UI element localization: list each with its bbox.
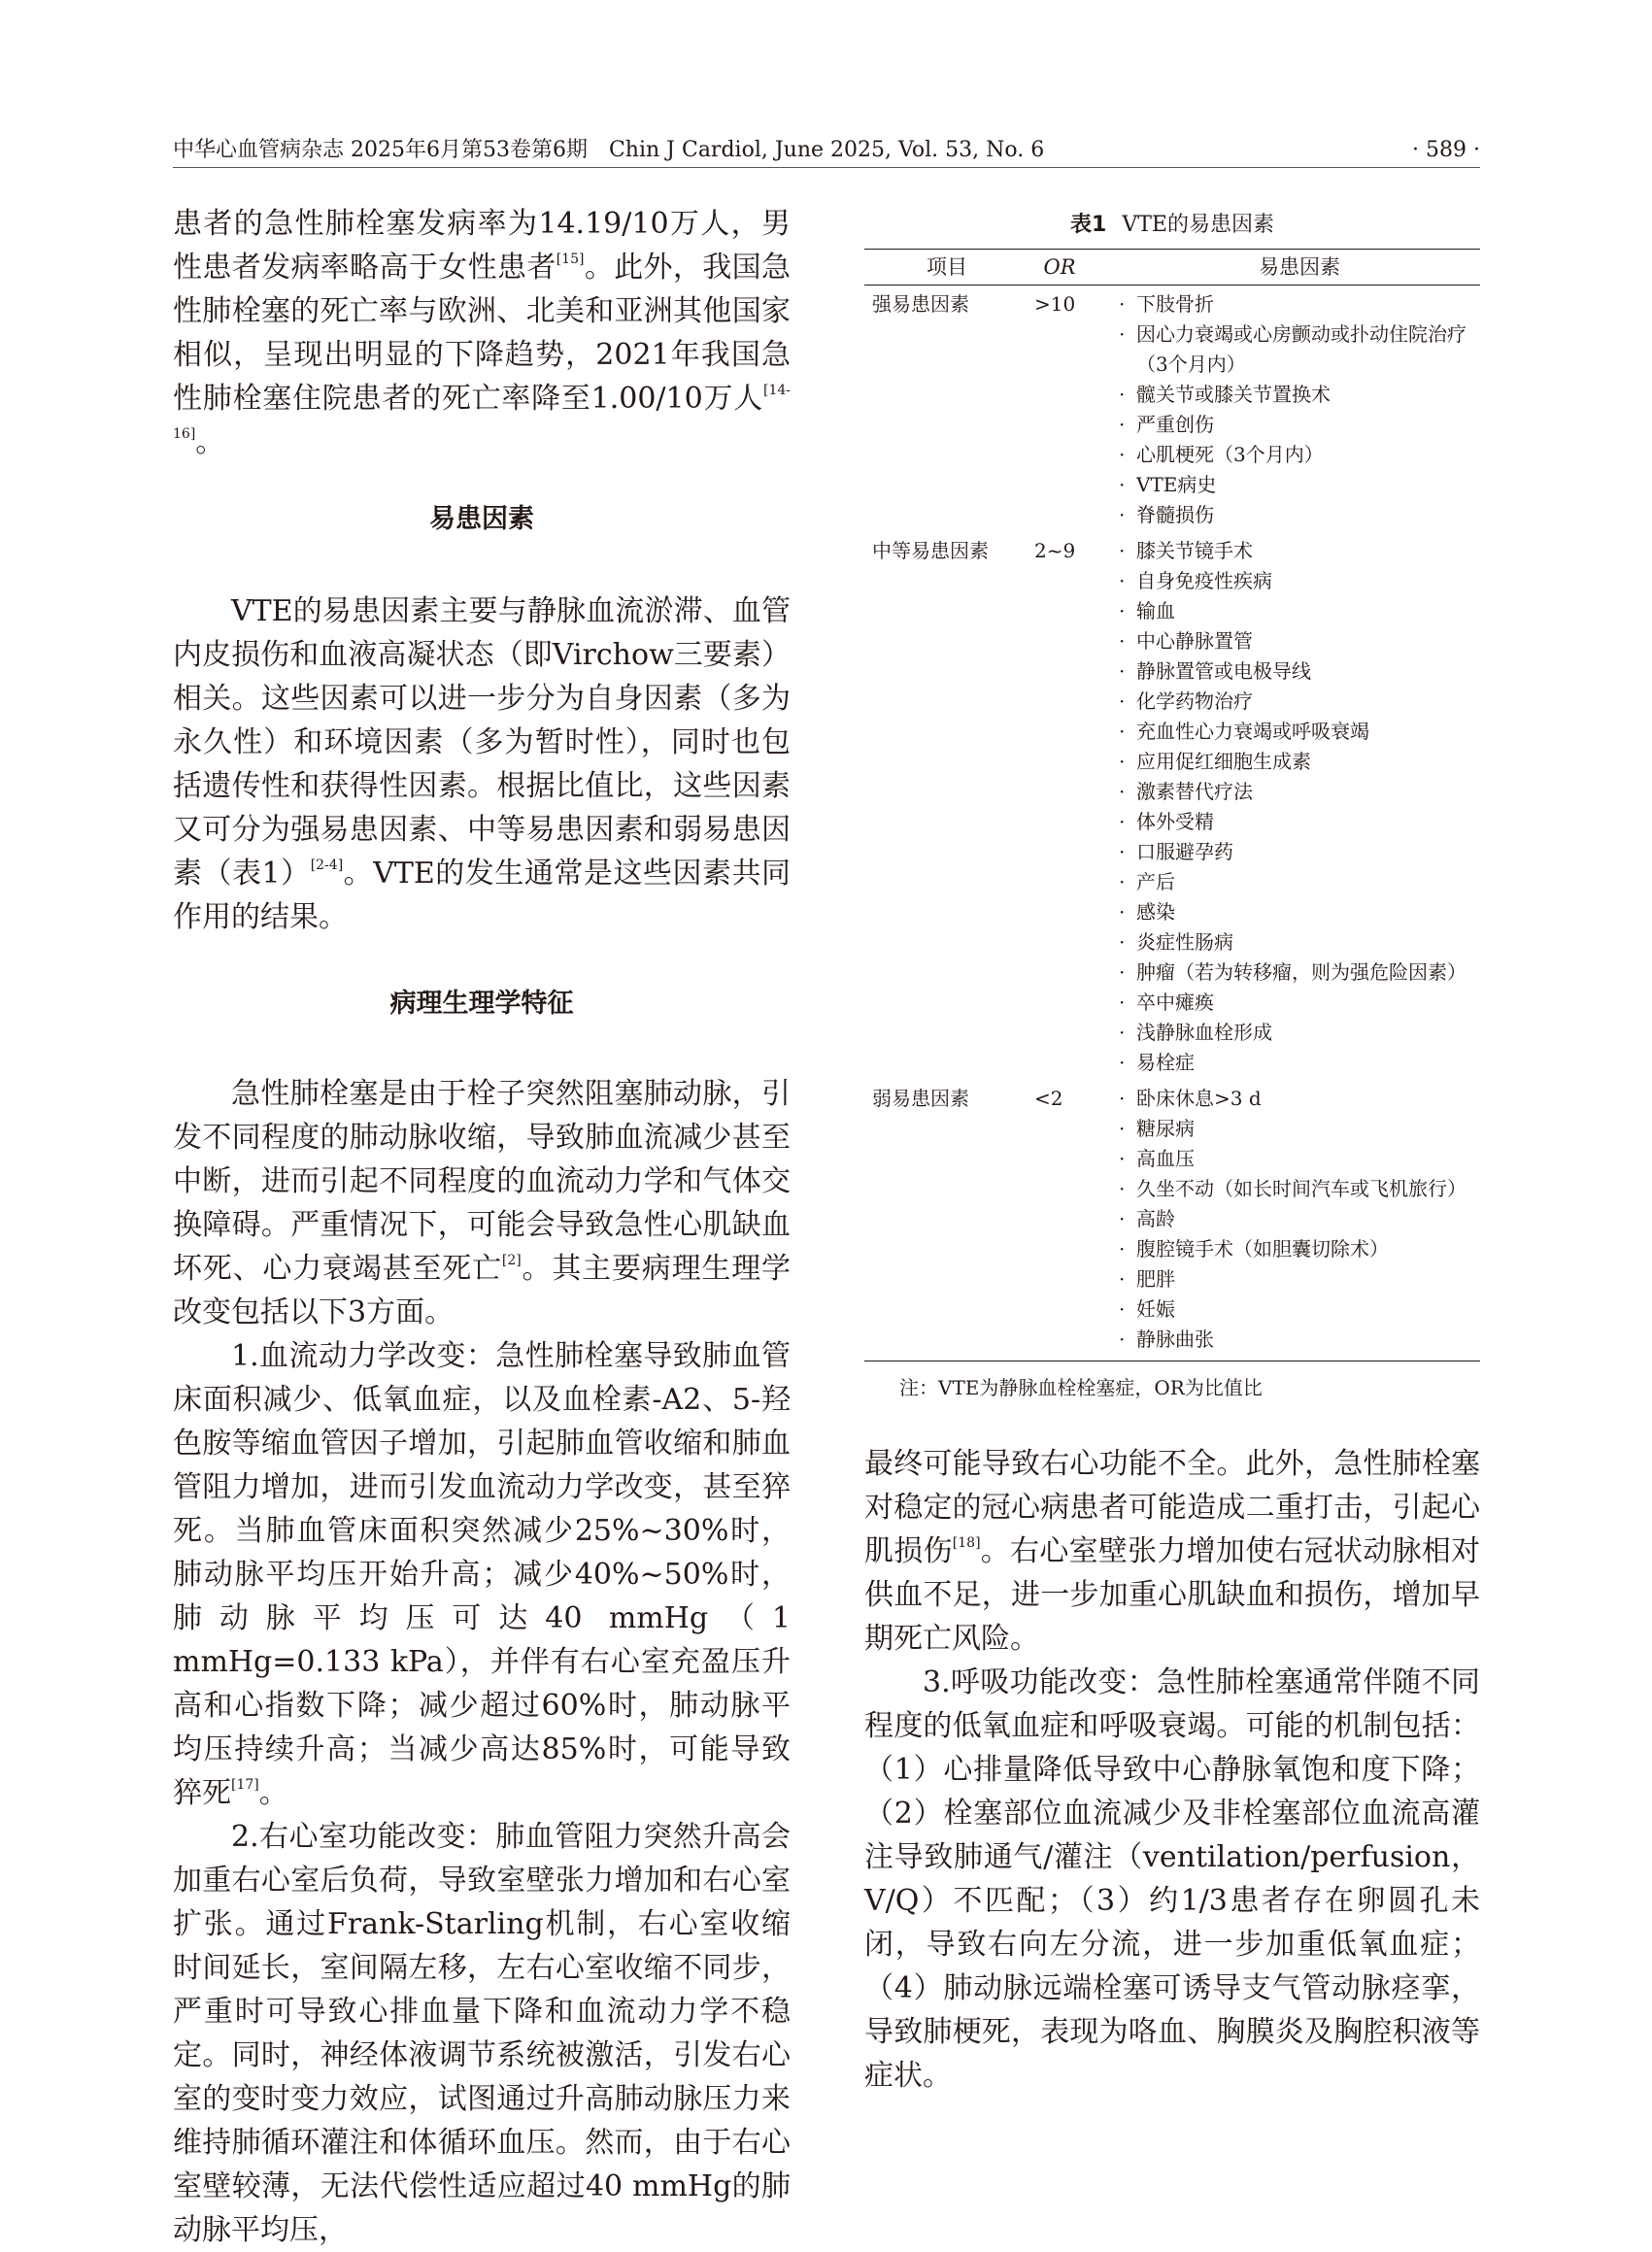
factor-list [1115, 289, 1480, 530]
header-or: OR [1043, 255, 1076, 279]
table-caption [864, 206, 1480, 249]
text: VTE的易患因素主要与静脉血流淤滞、血管内皮损伤和血液高凝状态（即Virchow三要素）相关。这些因素可以进一步分为自身因素（多为永久性）和环境因素（多为暂时性），同时也包括遗传性和获得性因素。根据比值比，这些因素又可分为强易患因素、中等易患因素和弱易患因素（表1） [173, 594, 791, 891]
table-body [864, 286, 1480, 1355]
factor-item: · 因心力衰竭或心房颤动或扑动住院治疗（3个月内） [1115, 319, 1480, 380]
factor-item: · 妊娠 [1115, 1294, 1480, 1325]
factor-item: · 浅静脉血栓形成 [1115, 1018, 1480, 1048]
running-header [173, 134, 1480, 168]
text: 。 [258, 1776, 288, 1810]
factor-item: · 下肢骨折 [1115, 289, 1480, 319]
right-column [864, 1442, 1480, 2098]
table-label: 表1 [1070, 213, 1107, 237]
factor-item: · 高血压 [1115, 1144, 1480, 1174]
factor-item: · 炎症性肠病 [1115, 927, 1480, 958]
section-title-risk-factors: 易患因素 [429, 504, 534, 534]
factor-item: · 应用促红细胞生成素 [1115, 747, 1480, 777]
factor-item: · 久坐不动（如长时间汽车或飞机旅行） [1115, 1174, 1480, 1204]
paragraph-respiratory: 3.呼吸功能改变：急性肺栓塞通常伴随不同程度的低氧血症和呼吸衰竭。可能的机制包括：（1）心排量降低导致中心静脉氧饱和度下降；（2）栓塞部位血流减少及非栓塞部位血流高灌注导致肺通气/灌注（ventilation/perfusion，V/Q）不匹配；（3）约1/3患者存在卵圆孔未闭，导致右向左分流，进一步加重低氧血症；（4）肺动脉远端栓塞可诱导支气管动脉痉挛，导致肺梗死，表现为咯血、胸膜炎及胸腔积液等症状。 [864, 1665, 1480, 2093]
citation: [2] [501, 1253, 522, 1268]
factor-item: · 感染 [1115, 897, 1480, 927]
table-group [864, 536, 1480, 1078]
paragraph-rv-failure [864, 1442, 1480, 1661]
citation: [14-16] [173, 383, 791, 442]
factor-item: · 卒中瘫痪 [1115, 988, 1480, 1018]
factor-item: · 脊髓损伤 [1115, 500, 1480, 530]
text: 。VTE的发生通常是这些因素共同作用的结果。 [173, 857, 791, 934]
factor-item: · 中心静脉置管 [1115, 626, 1480, 656]
citation: [2-4] [310, 857, 344, 873]
text: 最终可能导致右心功能不全。此外，急性肺栓塞对稳定的冠心病患者可能造成二重打击，引起心肌损伤 [864, 1447, 1480, 1568]
citation: [18] [952, 1535, 981, 1551]
page-number: · 589 · [1412, 138, 1480, 162]
factor-item: · 体外受精 [1115, 807, 1480, 837]
text: 1.血流动力学改变：急性肺栓塞导致肺血管床面积减少、低氧血症，以及血栓素-A2、5-羟色胺等缩血管因子增加，引起肺血管收缩和肺血管阻力增加，进而引发血流动力学改变，甚至猝死。当肺血管床面积突然减少25%~30%时，肺动脉平均压开始升高；减少40%~50%时，肺动脉平均压可达40 mmHg（1 mmHg=0.133 kPa），并伴有右心室充盈压升高和心指数下降；减少超过60%时，肺动脉平均压持续升高；当减少高达85%时，可能导致猝死 [173, 1339, 791, 1810]
factor-item: · 卧床休息>3 d [1115, 1084, 1480, 1114]
table-group [864, 289, 1480, 530]
section-title-pathophysiology: 病理生理学特征 [389, 989, 574, 1019]
factor-item: · 髋关节或膝关节置换术 [1115, 380, 1480, 410]
header-factor: 易患因素 [1259, 255, 1340, 279]
paragraph-hemodynamics [173, 1334, 791, 1815]
factor-item: · 肥胖 [1115, 1264, 1480, 1294]
factor-item: · 腹腔镜手术（如胆囊切除术） [1115, 1234, 1480, 1264]
table-note: 注：VTE为静脉血栓栓塞症，OR为比值比 [899, 1376, 1263, 1399]
table-header-row [864, 250, 1480, 286]
paragraph-pathophysiology-intro [173, 1072, 791, 1334]
factor-item: · 易栓症 [1115, 1048, 1480, 1078]
text: 患者的急性肺栓塞发病率为14.19/10万人，男性患者发病率略高于女性患者 [173, 207, 791, 285]
factor-item: · 静脉置管或电极导线 [1115, 656, 1480, 687]
factor-item: · VTE病史 [1115, 470, 1480, 500]
factor-item: · 肿瘤（若为转移瘤，则为强危险因素） [1115, 958, 1480, 988]
table-title: VTE的易患因素 [1122, 213, 1274, 237]
factor-list [1115, 536, 1480, 1078]
factor-item: · 严重创伤 [1115, 410, 1480, 440]
citation: [15] [556, 252, 585, 267]
paragraph-right-ventricle: 2.右心室功能改变：肺血管阻力突然升高会加重右心室后负荷，导致室壁张力增加和右心室扩张。通过Frank-Starling机制，右心室收缩时间延长，室间隔左移，左右心室收缩不同步，严重时可导致心排血量下降和血流动力学不稳定。同时，神经体液调节系统被激活，引发右心室的变时变力效应，试图通过升高肺动脉压力来维持肺循环灌注和体循环血压。然而，由于右心室壁较薄，无法代偿性适应超过40 mmHg的肺动脉平均压， [173, 1820, 791, 2247]
factor-item: · 膝关节镜手术 [1115, 536, 1480, 566]
group-name: 中等易患因素 [872, 539, 989, 562]
factor-item: · 激素替代疗法 [1115, 777, 1480, 807]
factor-item: · 充血性心力衰竭或呼吸衰竭 [1115, 717, 1480, 747]
text: 。此外，我国急性肺栓塞的死亡率与欧洲、北美和亚洲其他国家相似，呈现出明显的下降趋势，2021年我国急性肺栓塞住院患者的死亡率降至1.00/10万人 [173, 251, 792, 416]
group-name: 强易患因素 [872, 292, 969, 316]
group-or: <2 [1034, 1087, 1063, 1110]
text: 。 [195, 425, 225, 459]
text: 。右心室壁张力增加使右冠状动脉相对供血不足，进一步加重心肌缺血和损伤，增加早期死亡风险。 [864, 1534, 1481, 1656]
factor-item: · 口服避孕药 [1115, 837, 1480, 867]
citation: [17] [231, 1777, 259, 1793]
factor-item: · 高龄 [1115, 1204, 1480, 1234]
text: 急性肺栓塞是由于栓子突然阻塞肺动脉，引发不同程度的肺动脉收缩，导致肺血流减少甚至中断，进而引起不同程度的血流动力学和气体交换障碍。严重情况下，可能会导致急性心肌缺血坏死、心力衰竭甚至死亡 [173, 1077, 791, 1286]
group-or: >10 [1034, 292, 1076, 316]
header-item: 项目 [927, 255, 967, 279]
factor-item: · 自身免疫性疾病 [1115, 566, 1480, 596]
table-1 [864, 206, 1480, 1404]
factor-item: · 产后 [1115, 867, 1480, 897]
journal-citation: 中华心血管病杂志 2025年6月第53卷第6期 Chin J Cardiol, June 2025, Vol. 53, No. 6 [173, 138, 1045, 162]
group-name: 弱易患因素 [872, 1087, 969, 1110]
text: 。其主要病理生理学改变包括以下3方面。 [173, 1252, 792, 1329]
paragraph-incidence [173, 202, 791, 464]
left-column [173, 202, 791, 2252]
factor-item: · 心肌梗死（3个月内） [1115, 440, 1480, 470]
factor-item: · 糖尿病 [1115, 1114, 1480, 1144]
factor-item: · 静脉曲张 [1115, 1325, 1480, 1355]
group-or: 2~9 [1034, 539, 1076, 562]
factor-item: · 输血 [1115, 596, 1480, 626]
factor-list [1115, 1084, 1480, 1355]
table-group [864, 1084, 1480, 1355]
paragraph-risk-factors [173, 589, 791, 939]
factor-item: · 化学药物治疗 [1115, 687, 1480, 717]
